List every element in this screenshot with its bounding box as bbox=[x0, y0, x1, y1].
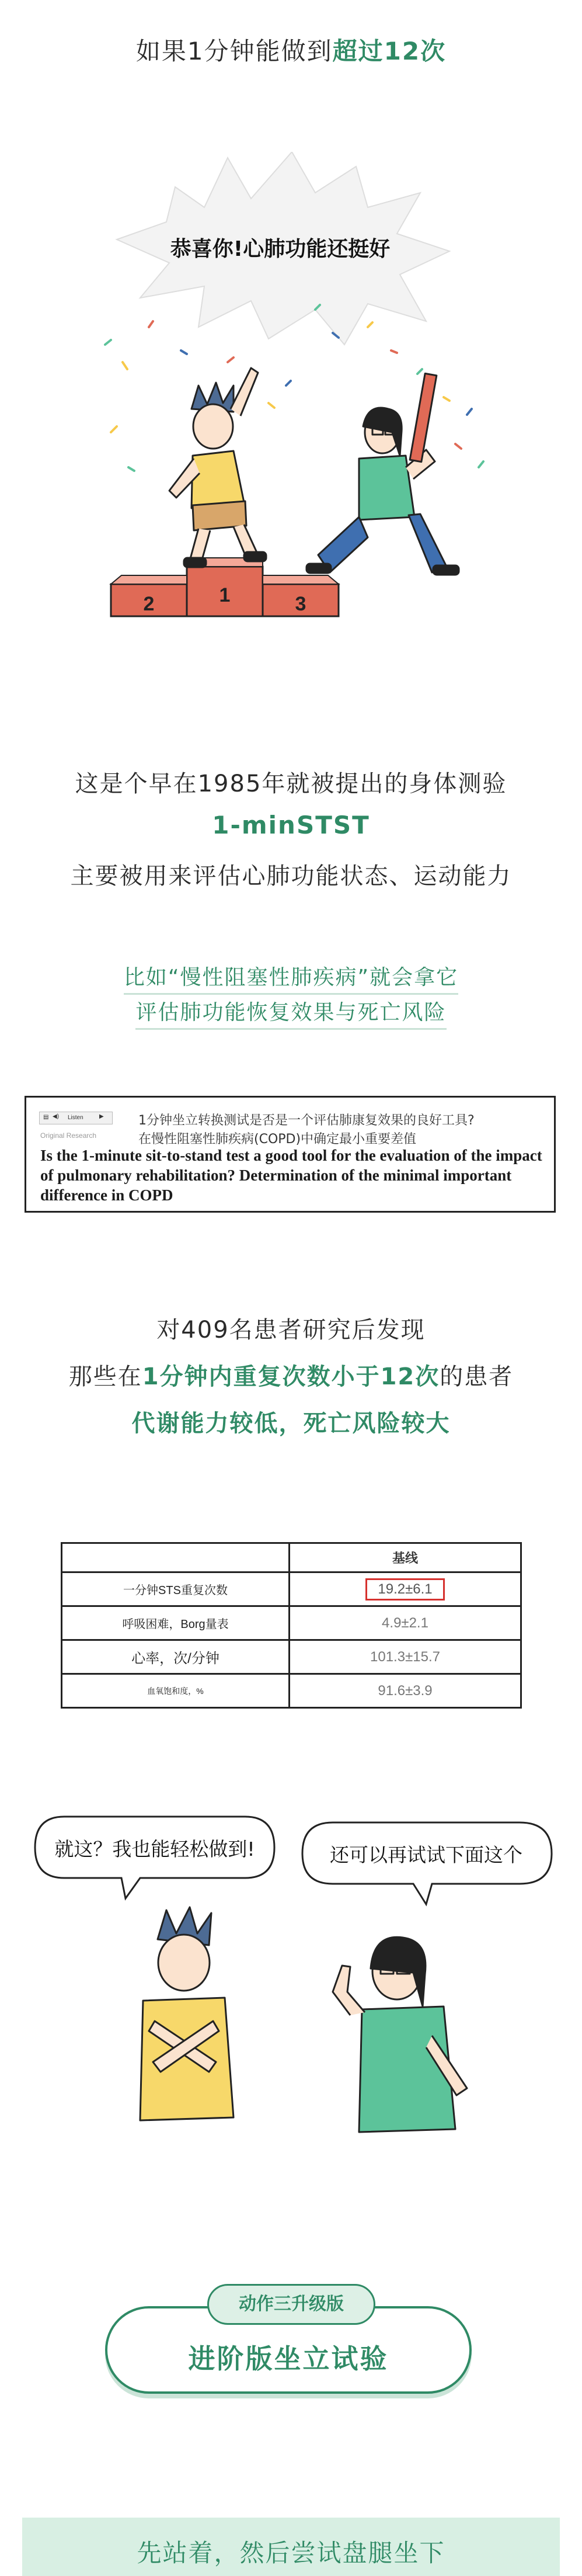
podium bbox=[111, 558, 339, 616]
section1-title bbox=[0, 32, 582, 67]
copd-highlight-text-1: 比如“慢性阻塞性肺疾病”就会拿它 bbox=[124, 961, 458, 995]
table-row-label: 呼吸困难，Borg量表 bbox=[62, 1606, 290, 1640]
study-line-2-highlight: 1分钟内重复次数小于12次 bbox=[142, 1363, 440, 1390]
glasses-man-figure bbox=[333, 1937, 467, 2132]
table-row bbox=[62, 1606, 521, 1640]
paper-chinese-title-2: 在慢性阻塞性肺疾病(COPD)中确定最小重要差值 bbox=[138, 1132, 417, 1147]
speaker-icon: ◀) bbox=[53, 1113, 60, 1120]
table-row-label: 血氧饱和度，% bbox=[62, 1674, 290, 1708]
instruction-band: 先站着，然后尝试盘腿坐下 bbox=[22, 2518, 560, 2576]
podium-number-1: 1 bbox=[219, 584, 231, 606]
study-line-2-prefix: 那些在 bbox=[68, 1363, 142, 1390]
spiky-hair-figure bbox=[140, 1907, 234, 2120]
table-row-label: 一分钟STS重复次数 bbox=[62, 1572, 290, 1606]
baseline-table bbox=[61, 1542, 522, 1709]
play-icon: ▶ bbox=[99, 1113, 104, 1120]
copd-highlight-line-1 bbox=[0, 961, 582, 995]
copd-highlight-text-2: 评估肺功能恢复效果与死亡风险 bbox=[135, 996, 446, 1030]
table-row-value: 101.3±15.7 bbox=[290, 1640, 521, 1674]
test-name: 1-minSTST bbox=[212, 811, 370, 839]
highlighted-value: 19.2±6.1 bbox=[365, 1578, 444, 1601]
intro-line-3: 主要被用来评估心肺功能状态、运动能力 bbox=[70, 863, 512, 890]
podium-number-2: 2 bbox=[143, 593, 155, 615]
paper-screenshot-card bbox=[25, 1096, 556, 1213]
section1-title-highlight: 超过12次 bbox=[332, 37, 447, 65]
listen-label: Listen bbox=[68, 1115, 83, 1121]
speech-bubble-text: 恭喜你!心肺功能还挺好 bbox=[170, 237, 391, 261]
study-line-2 bbox=[0, 1358, 582, 1391]
table-row-value: 4.9±2.1 bbox=[290, 1606, 521, 1640]
paper-english-title: Is the 1-minute sit-to-stand test a good tool for the evaluation of the impact of pulmonary rehabilitation? Determination of the minimal important difference in COPD bbox=[40, 1147, 542, 1204]
chat-illustration bbox=[23, 1814, 559, 2176]
listen-toolbar[interactable] bbox=[39, 1112, 113, 1124]
study-line-2-suffix: 的患者 bbox=[440, 1363, 514, 1390]
table-row bbox=[62, 1640, 521, 1674]
table-row bbox=[62, 1572, 521, 1606]
level-tag: 动作三升级版 bbox=[207, 2284, 375, 2325]
table-row-label: 心率，次/分钟 bbox=[62, 1640, 290, 1674]
table-header-row bbox=[62, 1543, 521, 1572]
study-line-3: 代谢能力较低，死亡风险较大 bbox=[131, 1410, 451, 1437]
study-line-1: 对409名患者研究后发现 bbox=[156, 1317, 426, 1343]
man-with-party-popper bbox=[306, 373, 459, 575]
right-bubble-text: 还可以再试试下面这个 bbox=[330, 1844, 522, 1866]
table-header-empty bbox=[62, 1543, 290, 1572]
podium-number-3: 3 bbox=[295, 593, 306, 615]
winner-figure bbox=[169, 368, 266, 567]
copd-highlight-line-2 bbox=[0, 996, 582, 1030]
section1-title-prefix: 如果1分钟能做到 bbox=[135, 37, 333, 65]
table-row-value bbox=[290, 1572, 521, 1606]
advanced-test-title: 进阶版坐立试验 bbox=[105, 2306, 472, 2394]
menu-icon: ▤ bbox=[43, 1114, 49, 1120]
table-header-baseline: 基线 bbox=[290, 1543, 521, 1572]
celebration-illustration bbox=[93, 152, 490, 666]
left-bubble-text: 就这？我也能轻松做到! bbox=[54, 1838, 255, 1860]
table-row-value: 91.6±3.9 bbox=[290, 1674, 521, 1708]
table-row bbox=[62, 1674, 521, 1708]
intro-line-1: 这是个早在1985年就被提出的身体测验 bbox=[75, 770, 507, 797]
original-research-label: Original Research bbox=[40, 1131, 97, 1140]
paper-chinese-title-1: 1分钟坐立转换测试是否是一个评估肺康复效果的良好工具? bbox=[138, 1113, 475, 1128]
